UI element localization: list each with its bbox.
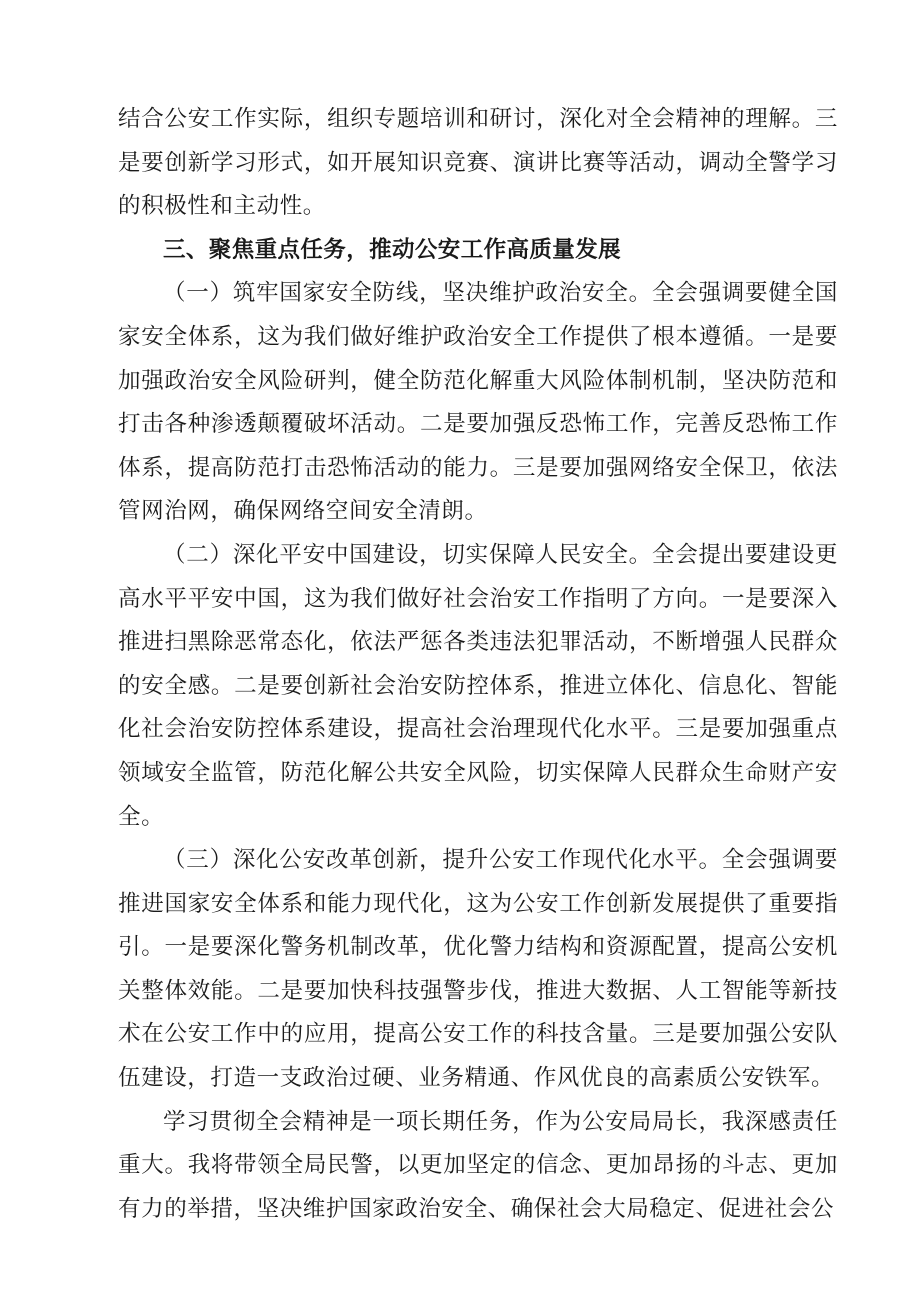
section-heading: 三、聚焦重点任务，推动公安工作高质量发展 [163,236,622,263]
document-body [118,98,838,1231]
paragraph-closing: 学习贯彻全会精神是一项长期任务，作为公安局局长，我深感责任重大。我将带领全局民警，以更加坚定的信念、更加昂扬的斗志、更加有力的举措，坚决维护国家政治安全、确保社会大局稳定、促进社会公 [118,1108,838,1222]
paragraph-police-reform: （三）深化公安改革创新，提升公安工作现代化水平。全会强调要推进国家安全体系和能力现代化，这为公安工作创新发展提供了重要指引。一是要深化警务机制改革，优化警力结构和资源配置，提高公安机关整体效能。二是要加快科技强警步伐，推进大数据、人工智能等新技术在公安工作中的应用，提高公安工作的科技含量。三是要加强公安队伍建设，打造一支政治过硬、业务精通、作风优良的高素质公安铁军。 [118,847,838,1092]
paragraph-safe-china: （二）深化平安中国建设，切实保障人民安全。全会提出要建设更高水平平安中国，这为我们做好社会治安工作指明了方向。一是要深入推进扫黑除恶常态化，依法严惩各类违法犯罪活动，不断增强人民群众的安全感。二是要创新社会治安防控体系，推进立体化、信息化、智能化社会治安防控体系建设，提高社会治理现代化水平。三是要加强重点领域安全监管，防范化解公共安全风险，切实保障人民群众生命财产安全。 [118,541,838,830]
paragraph-continuation: 结合公安工作实际，组织专题培训和研讨，深化对全会精神的理解。三是要创新学习形式，如开展知识竞赛、演讲比赛等活动，调动全警学习的积极性和主动性。 [118,106,838,220]
paragraph-political-security: （一）筑牢国家安全防线，坚决维护政治安全。全会强调要健全国家安全体系，这为我们做好维护政治安全工作提供了根本遵循。一是要加强政治安全风险研判，健全防范化解重大风险体制机制，坚决防范和打击各种渗透颠覆破坏活动。二是要加强反恐怖工作，完善反恐怖工作体系，提高防范打击恐怖活动的能力。三是要加强网络安全保卫，依法管网治网，确保网络空间安全清朗。 [118,280,838,525]
